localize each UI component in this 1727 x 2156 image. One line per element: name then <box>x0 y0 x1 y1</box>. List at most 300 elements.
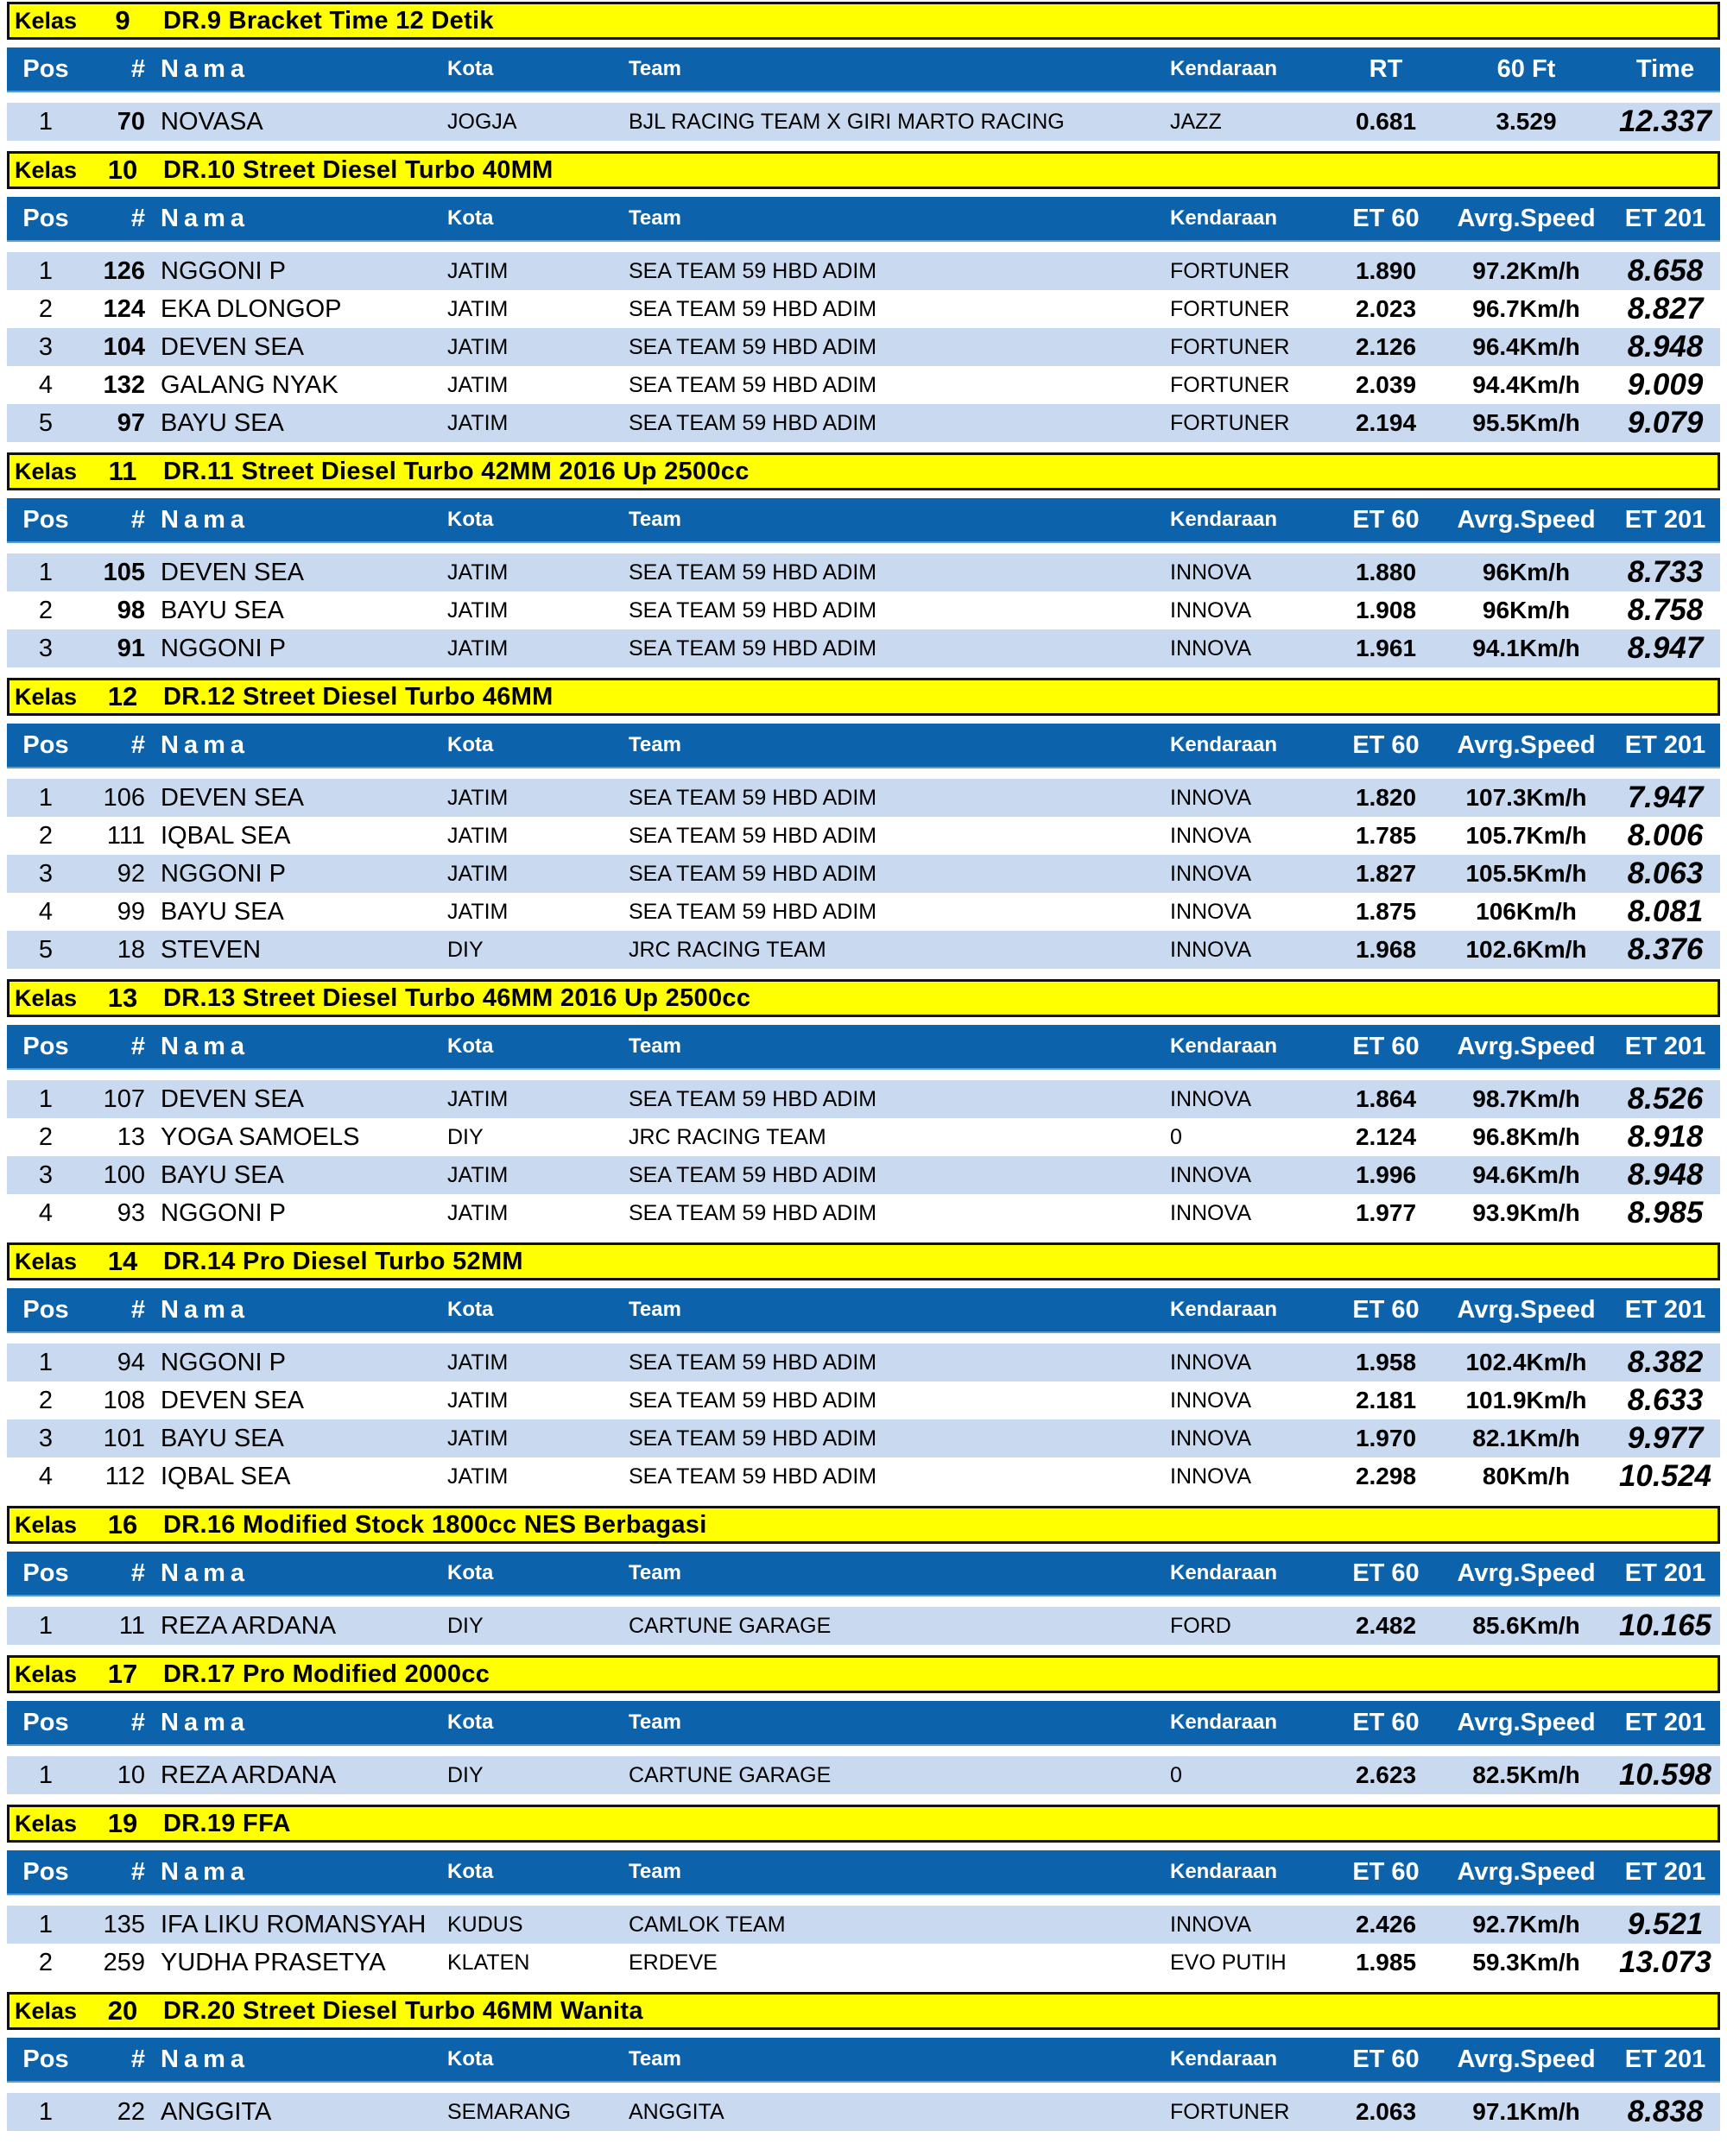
header-pos: Pos <box>22 1032 69 1060</box>
header-kota: Kota <box>447 1298 494 1321</box>
cell-kota: JATIM <box>447 258 509 283</box>
table-row <box>7 591 1720 629</box>
cell-et: 0.681 <box>1355 108 1417 135</box>
cell-spd: 96.8Km/h <box>1472 1123 1580 1150</box>
cell-time: 8.918 <box>1627 1120 1704 1154</box>
cell-time: 8.081 <box>1627 895 1704 928</box>
cell-et: 1.968 <box>1355 936 1417 963</box>
header-pos: Pos <box>22 1857 69 1886</box>
cell-spd: 94.4Km/h <box>1472 371 1580 398</box>
cell-kend: FORTUNER <box>1170 334 1290 359</box>
cell-pos: 5 <box>38 935 54 964</box>
table-header <box>7 724 1720 768</box>
class-title: DR.19 FFA <box>163 1809 291 1837</box>
cell-pos: 3 <box>38 634 54 662</box>
class-label: Kelas <box>15 683 78 710</box>
class-section <box>0 1242 1727 1506</box>
cell-no: 104 <box>103 332 145 361</box>
cell-no: 92 <box>117 859 145 888</box>
cell-no: 105 <box>103 558 145 586</box>
cell-kota: JATIM <box>447 635 509 661</box>
header-team: Team <box>629 1298 681 1321</box>
cell-no: 13 <box>117 1122 145 1151</box>
header-kota: Kota <box>447 1710 494 1734</box>
cell-no: 107 <box>103 1084 145 1113</box>
cell-pos: 1 <box>38 1910 54 1938</box>
cell-kend: JAZZ <box>1170 109 1222 134</box>
cell-nama: DEVEN SEA <box>161 1386 304 1414</box>
header-pos: Pos <box>22 204 69 232</box>
cell-kota: JATIM <box>447 410 509 435</box>
class-label: Kelas <box>15 1997 78 2024</box>
table-row <box>7 1457 1720 1495</box>
table-body <box>0 242 1727 452</box>
cell-no: 11 <box>118 1611 145 1640</box>
table-row <box>7 1156 1720 1194</box>
cell-pos: 1 <box>38 1348 54 1376</box>
cell-pos: 1 <box>38 107 54 136</box>
header-et60: ET 60 <box>1352 505 1420 534</box>
header-nama: Nama <box>161 730 250 759</box>
cell-nama: GALANG NYAK <box>161 370 338 399</box>
cell-kend: INNOVA <box>1170 1464 1251 1489</box>
cell-pos: 1 <box>38 256 54 285</box>
table-row <box>7 1344 1720 1381</box>
header-pos: Pos <box>22 505 69 534</box>
cell-kend: INNOVA <box>1170 937 1251 962</box>
cell-spd: 94.1Km/h <box>1472 635 1580 661</box>
table-row <box>7 103 1720 141</box>
cell-kend: FORTUNER <box>1170 410 1290 435</box>
cell-et: 2.124 <box>1355 1123 1417 1150</box>
class-label: Kelas <box>15 1660 78 1687</box>
cell-no: 112 <box>104 1462 145 1490</box>
cell-nama: NGGONI P <box>161 256 287 285</box>
class-title: DR.11 Street Diesel Turbo 42MM 2016 Up 2500cc <box>163 457 750 485</box>
cell-spd: 93.9Km/h <box>1472 1199 1580 1226</box>
table-row <box>7 931 1720 969</box>
cell-kend: INNOVA <box>1170 560 1251 585</box>
cell-no: 22 <box>117 2097 145 2126</box>
cell-time: 8.948 <box>1627 330 1704 364</box>
cell-team: CARTUNE GARAGE <box>629 1613 832 1638</box>
cell-kend: 0 <box>1170 1124 1182 1149</box>
header-no: # <box>130 505 145 534</box>
header-kota: Kota <box>447 57 494 80</box>
header-kota: Kota <box>447 206 494 230</box>
cell-spd: 94.6Km/h <box>1472 1161 1580 1188</box>
cell-et: 2.194 <box>1355 409 1417 436</box>
class-title: DR.9 Bracket Time 12 Detik <box>163 6 494 35</box>
class-number: 16 <box>107 1509 138 1540</box>
class-number: 20 <box>107 1995 138 2026</box>
header-pos: Pos <box>22 54 69 83</box>
cell-kota: JATIM <box>447 861 509 886</box>
header-team: Team <box>629 2047 681 2071</box>
class-number: 17 <box>107 1659 138 1689</box>
table-row <box>7 553 1720 591</box>
cell-team: SEA TEAM 59 HBD ADIM <box>629 1464 877 1489</box>
class-title-bar <box>7 151 1720 189</box>
cell-kend: INNOVA <box>1170 597 1251 623</box>
cell-time: 12.337 <box>1618 104 1712 138</box>
cell-time: 10.165 <box>1618 1609 1712 1642</box>
header-time: Time <box>1635 54 1695 83</box>
cell-time: 8.947 <box>1627 631 1704 665</box>
cell-team: SEA TEAM 59 HBD ADIM <box>629 785 877 810</box>
class-section <box>0 2 1727 151</box>
cell-nama: BAYU SEA <box>161 897 284 926</box>
table-row <box>7 2093 1720 2131</box>
cell-spd: 96.4Km/h <box>1472 333 1580 360</box>
class-label: Kelas <box>15 458 78 484</box>
cell-kend: INNOVA <box>1170 1388 1251 1413</box>
cell-team: JRC RACING TEAM <box>629 1124 826 1149</box>
cell-kota: JATIM <box>447 1350 509 1375</box>
cell-team: ERDEVE <box>629 1950 718 1975</box>
cell-kota: JATIM <box>447 296 509 321</box>
cell-team: SEA TEAM 59 HBD ADIM <box>629 1162 877 1187</box>
cell-team: CARTUNE GARAGE <box>629 1762 832 1787</box>
header-nama: Nama <box>161 1559 250 1587</box>
table-header <box>7 1701 1720 1746</box>
cell-team: SEA TEAM 59 HBD ADIM <box>629 1388 877 1413</box>
cell-nama: YOGA SAMOELS <box>161 1122 360 1151</box>
header-et201: ET 201 <box>1624 1032 1706 1060</box>
cell-spd: 102.6Km/h <box>1465 936 1587 963</box>
class-label: Kelas <box>15 156 78 183</box>
cell-time: 8.063 <box>1627 857 1704 890</box>
header-rt: RT <box>1369 54 1403 83</box>
table-body <box>0 543 1727 678</box>
table-row <box>7 1118 1720 1156</box>
header-no: # <box>130 1559 145 1587</box>
cell-kota: SEMARANG <box>447 2099 572 2124</box>
table-row <box>7 404 1720 442</box>
header-nama: Nama <box>161 2045 250 2073</box>
cell-time: 7.947 <box>1627 781 1704 814</box>
class-section <box>0 151 1727 452</box>
header-et60: ET 60 <box>1352 1708 1420 1736</box>
cell-nama: DEVEN SEA <box>161 332 304 361</box>
cell-et: 2.023 <box>1355 295 1417 322</box>
cell-pos: 3 <box>38 859 54 888</box>
cell-no: 93 <box>117 1198 145 1227</box>
cell-et: 1.820 <box>1355 784 1417 811</box>
cell-et: 1.961 <box>1355 635 1417 661</box>
cell-nama: NOVASA <box>161 107 263 136</box>
cell-pos: 2 <box>38 1122 54 1151</box>
table-header <box>7 197 1720 242</box>
class-title-bar <box>7 1242 1720 1280</box>
cell-time: 10.598 <box>1618 1758 1712 1792</box>
cell-et: 1.875 <box>1355 898 1417 925</box>
cell-time: 8.733 <box>1627 555 1704 589</box>
table-row <box>7 1756 1720 1794</box>
class-title: DR.14 Pro Diesel Turbo 52MM <box>163 1247 523 1275</box>
cell-time: 9.009 <box>1627 368 1704 401</box>
header-no: # <box>130 1708 145 1736</box>
header-speed: Avrg.Speed <box>1457 2045 1596 2073</box>
cell-nama: BAYU SEA <box>161 596 284 624</box>
cell-time: 8.827 <box>1627 292 1704 326</box>
cell-kend: EVO PUTIH <box>1170 1950 1287 1975</box>
cell-et: 1.996 <box>1355 1161 1417 1188</box>
cell-et: 1.985 <box>1355 1949 1417 1976</box>
cell-team: SEA TEAM 59 HBD ADIM <box>629 258 877 283</box>
header-nama: Nama <box>161 204 250 232</box>
cell-kend: INNOVA <box>1170 635 1251 661</box>
header-kendaraan: Kendaraan <box>1170 508 1278 531</box>
cell-pos: 1 <box>38 783 54 812</box>
cell-team: SEA TEAM 59 HBD ADIM <box>629 296 877 321</box>
cell-spd: 97.2Km/h <box>1472 257 1580 284</box>
header-et201: ET 201 <box>1624 1708 1706 1736</box>
cell-kend: FORTUNER <box>1170 372 1290 397</box>
class-title: DR.16 Modified Stock 1800cc NES Berbagasi <box>163 1510 707 1539</box>
cell-kend: INNOVA <box>1170 899 1251 924</box>
cell-no: 98 <box>117 596 145 624</box>
header-et60: ET 60 <box>1352 1295 1420 1324</box>
table-row <box>7 817 1720 855</box>
cell-kend: INNOVA <box>1170 1200 1251 1225</box>
cell-no: 259 <box>103 1948 145 1976</box>
header-nama: Nama <box>161 1857 250 1886</box>
cell-no: 135 <box>103 1910 145 1938</box>
cell-et: 1.908 <box>1355 597 1417 623</box>
cell-spd: 3.529 <box>1496 108 1557 135</box>
cell-kend: FORD <box>1170 1613 1231 1638</box>
header-team: Team <box>629 1034 681 1058</box>
table-header <box>7 1850 1720 1895</box>
cell-et: 2.298 <box>1355 1463 1417 1489</box>
class-title-bar <box>7 979 1720 1017</box>
cell-pos: 2 <box>38 821 54 850</box>
cell-spd: 98.7Km/h <box>1472 1085 1580 1112</box>
header-kendaraan: Kendaraan <box>1170 1298 1278 1321</box>
class-number: 10 <box>107 155 138 185</box>
header-pos: Pos <box>22 730 69 759</box>
table-body <box>0 1895 1727 1992</box>
cell-no: 10 <box>117 1761 145 1789</box>
cell-et: 1.785 <box>1355 822 1417 849</box>
header-et201: ET 201 <box>1624 1857 1706 1886</box>
table-row <box>7 1080 1720 1118</box>
cell-nama: IQBAL SEA <box>161 1462 291 1490</box>
cell-team: SEA TEAM 59 HBD ADIM <box>629 1426 877 1451</box>
header-et201: ET 201 <box>1624 2045 1706 2073</box>
class-number: 12 <box>107 681 138 711</box>
cell-nama: BAYU SEA <box>161 1160 284 1189</box>
header-et60: ET 60 <box>1352 730 1420 759</box>
header-pos: Pos <box>22 2045 69 2073</box>
cell-et: 1.827 <box>1355 860 1417 887</box>
cell-kota: JATIM <box>447 334 509 359</box>
class-title: DR.17 Pro Modified 2000cc <box>163 1660 490 1688</box>
class-number: 9 <box>115 5 130 35</box>
header-kendaraan: Kendaraan <box>1170 1034 1278 1058</box>
cell-team: SEA TEAM 59 HBD ADIM <box>629 372 877 397</box>
cell-team: SEA TEAM 59 HBD ADIM <box>629 899 877 924</box>
cell-nama: YUDHA PRASETYA <box>161 1948 386 1976</box>
class-section <box>0 1805 1727 1992</box>
cell-no: 97 <box>117 408 145 437</box>
header-kendaraan: Kendaraan <box>1170 733 1278 756</box>
cell-time: 8.633 <box>1627 1383 1704 1417</box>
cell-team: SEA TEAM 59 HBD ADIM <box>629 597 877 623</box>
header-kendaraan: Kendaraan <box>1170 1561 1278 1584</box>
class-title: DR.20 Street Diesel Turbo 46MM Wanita <box>163 1996 643 2025</box>
class-label: Kelas <box>15 7 78 34</box>
cell-kend: INNOVA <box>1170 1350 1251 1375</box>
header-nama: Nama <box>161 1708 250 1736</box>
table-row <box>7 1906 1720 1944</box>
cell-pos: 4 <box>38 370 54 399</box>
cell-kota: KUDUS <box>447 1912 523 1937</box>
cell-pos: 2 <box>38 596 54 624</box>
cell-kend: INNOVA <box>1170 1426 1251 1451</box>
table-body <box>0 1596 1727 1655</box>
cell-et: 2.063 <box>1355 2098 1417 2125</box>
cell-no: 18 <box>117 935 145 964</box>
table-row <box>7 893 1720 931</box>
cell-time: 8.758 <box>1627 593 1704 627</box>
header-team: Team <box>629 57 681 80</box>
header-team: Team <box>629 733 681 756</box>
class-title: DR.12 Street Diesel Turbo 46MM <box>163 682 554 711</box>
header-et201: ET 201 <box>1624 1559 1706 1587</box>
table-header <box>7 2038 1720 2083</box>
table-row <box>7 1944 1720 1982</box>
table-row <box>7 1607 1720 1645</box>
cell-kota: JATIM <box>447 1086 509 1111</box>
cell-spd: 96Km/h <box>1482 597 1571 623</box>
cell-nama: STEVEN <box>161 935 262 964</box>
cell-et: 1.970 <box>1355 1425 1417 1451</box>
cell-kota: JATIM <box>447 899 509 924</box>
class-section <box>0 452 1727 678</box>
cell-pos: 3 <box>38 1424 54 1452</box>
class-section <box>0 1992 1727 2141</box>
header-pos: Pos <box>22 1295 69 1324</box>
cell-spd: 92.7Km/h <box>1472 1911 1580 1938</box>
cell-time: 9.977 <box>1627 1421 1704 1455</box>
cell-et: 2.039 <box>1355 371 1417 398</box>
table-row <box>7 1381 1720 1419</box>
table-body <box>0 1070 1727 1242</box>
table-row <box>7 779 1720 817</box>
table-row <box>7 1419 1720 1457</box>
cell-kend: FORTUNER <box>1170 2099 1290 2124</box>
header-speed: Avrg.Speed <box>1457 1857 1596 1886</box>
cell-kota: JATIM <box>447 372 509 397</box>
cell-nama: NGGONI P <box>161 1348 287 1376</box>
table-body <box>0 92 1727 151</box>
cell-nama: NGGONI P <box>161 634 287 662</box>
class-number: 19 <box>107 1808 138 1838</box>
cell-time: 10.524 <box>1618 1459 1712 1493</box>
header-team: Team <box>629 1860 681 1883</box>
cell-team: SEA TEAM 59 HBD ADIM <box>629 1350 877 1375</box>
cell-kota: JATIM <box>447 1388 509 1413</box>
cell-team: JRC RACING TEAM <box>629 937 826 962</box>
table-header <box>7 1552 1720 1596</box>
cell-spd: 96.7Km/h <box>1472 295 1580 322</box>
class-title: DR.13 Street Diesel Turbo 46MM 2016 Up 2500cc <box>163 983 751 1012</box>
table-body <box>0 1333 1727 1506</box>
cell-no: 111 <box>106 821 145 850</box>
header-no: # <box>130 730 145 759</box>
cell-et: 1.880 <box>1355 559 1417 585</box>
cell-no: 132 <box>103 370 145 399</box>
cell-pos: 5 <box>38 408 54 437</box>
cell-team: SEA TEAM 59 HBD ADIM <box>629 635 877 661</box>
cell-pos: 1 <box>38 1761 54 1789</box>
cell-nama: BAYU SEA <box>161 1424 284 1452</box>
cell-time: 8.006 <box>1627 819 1704 852</box>
cell-kota: JATIM <box>447 1200 509 1225</box>
cell-no: 106 <box>103 783 145 812</box>
cell-spd: 106Km/h <box>1476 898 1577 925</box>
cell-time: 8.838 <box>1627 2095 1704 2128</box>
cell-pos: 4 <box>38 897 54 926</box>
cell-team: BJL RACING TEAM X GIRI MARTO RACING <box>629 109 1065 134</box>
class-section <box>0 1655 1727 1805</box>
cell-no: 101 <box>103 1424 145 1452</box>
header-speed: Avrg.Speed <box>1457 730 1596 759</box>
cell-nama: NGGONI P <box>161 1198 287 1227</box>
header-kendaraan: Kendaraan <box>1170 1860 1278 1883</box>
cell-nama: DEVEN SEA <box>161 558 304 586</box>
cell-spd: 107.3Km/h <box>1465 784 1587 811</box>
header-no: # <box>130 204 145 232</box>
header-speed: Avrg.Speed <box>1457 204 1596 232</box>
cell-spd: 101.9Km/h <box>1465 1387 1587 1413</box>
class-title-bar <box>7 1992 1720 2030</box>
table-row <box>7 328 1720 366</box>
header-no: # <box>130 1295 145 1324</box>
header-kendaraan: Kendaraan <box>1170 1710 1278 1734</box>
class-label: Kelas <box>15 1511 78 1538</box>
class-label: Kelas <box>15 1248 78 1274</box>
header-et201: ET 201 <box>1624 730 1706 759</box>
cell-pos: 2 <box>38 1386 54 1414</box>
cell-spd: 96Km/h <box>1482 559 1571 585</box>
cell-team: SEA TEAM 59 HBD ADIM <box>629 1200 877 1225</box>
cell-time: 8.658 <box>1627 254 1704 288</box>
cell-kend: INNOVA <box>1170 861 1251 886</box>
cell-team: SEA TEAM 59 HBD ADIM <box>629 334 877 359</box>
header-speed: Avrg.Speed <box>1457 1708 1596 1736</box>
cell-kota: JATIM <box>447 1162 509 1187</box>
cell-kota: JATIM <box>447 597 509 623</box>
header-team: Team <box>629 508 681 531</box>
cell-et: 1.890 <box>1355 257 1417 284</box>
table-header <box>7 1288 1720 1333</box>
cell-spd: 82.5Km/h <box>1472 1761 1580 1788</box>
class-title-bar <box>7 452 1720 490</box>
header-speed: Avrg.Speed <box>1457 1032 1596 1060</box>
header-team: Team <box>629 1710 681 1734</box>
cell-et: 2.482 <box>1355 1612 1417 1639</box>
header-nama: Nama <box>161 1032 250 1060</box>
cell-spd: 97.1Km/h <box>1472 2098 1580 2125</box>
cell-time: 9.521 <box>1627 1907 1704 1941</box>
class-title-bar <box>7 2 1720 40</box>
header-kota: Kota <box>447 1860 494 1883</box>
header-kendaraan: Kendaraan <box>1170 206 1278 230</box>
cell-no: 70 <box>117 107 145 136</box>
